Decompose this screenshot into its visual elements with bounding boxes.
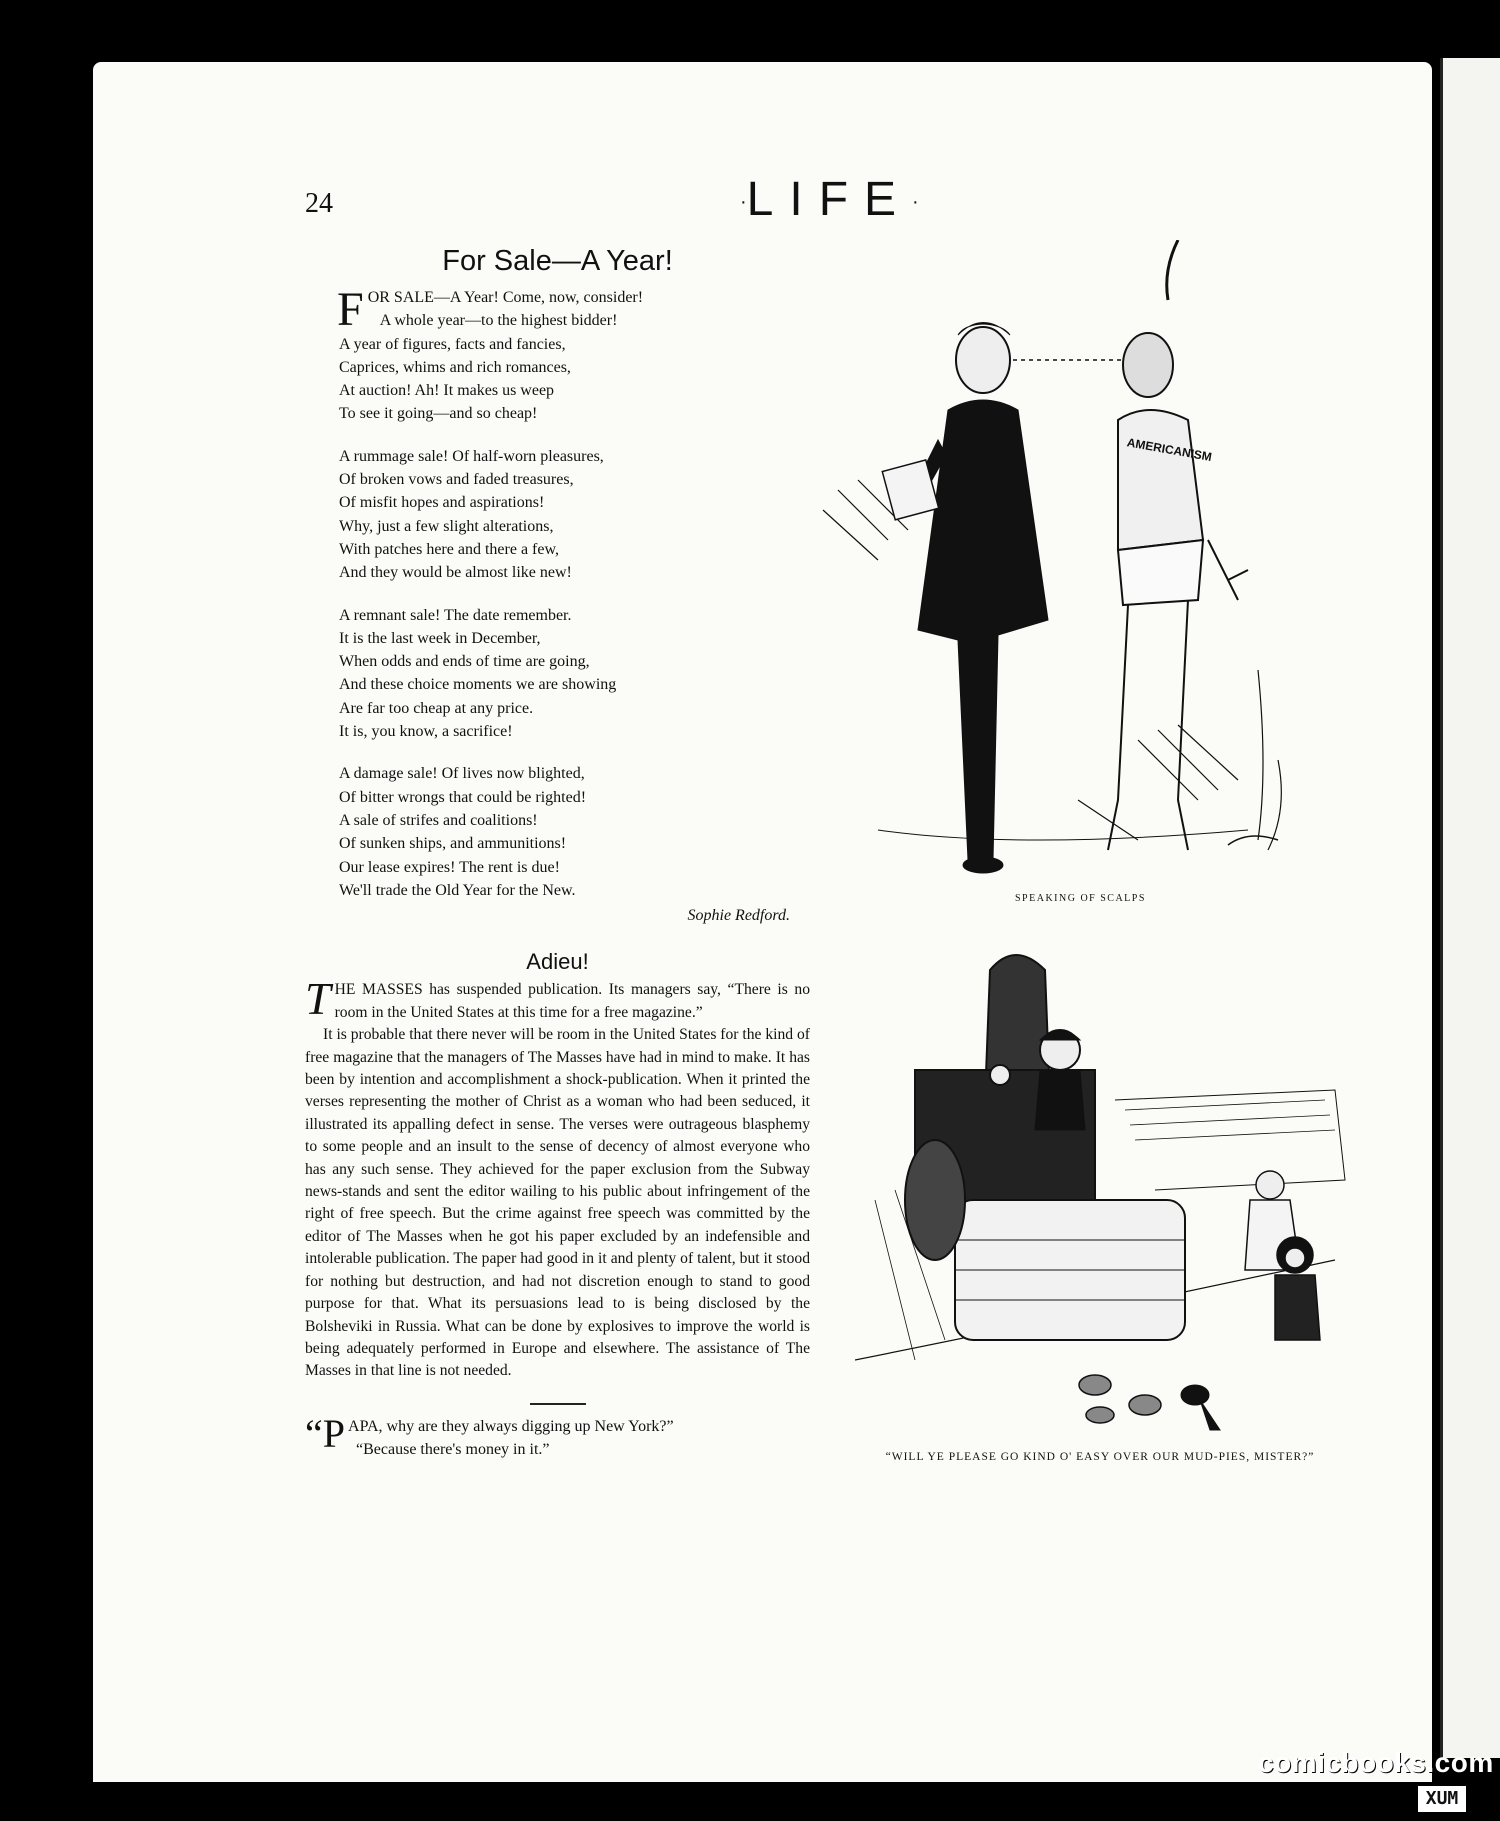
masthead (740, 172, 919, 227)
poem-body (337, 283, 810, 927)
left-column (305, 245, 810, 1461)
poem-line-2: A whole year—to the highest bidder! (379, 312, 618, 330)
cartoon2-caption: “WILL YE PLEASE GO KIND O' EASY OVER OUR MUD-PIES, MISTER?” (885, 1451, 1315, 1463)
cartoon-speaking-of-scalps (818, 240, 1318, 880)
cartoon1-caption: SPEAKING OF SCALPS (1015, 893, 1146, 904)
cartoon-label-americanism: AMERICANISM (1125, 435, 1213, 465)
editorial-body (305, 973, 810, 1382)
poem-line-1: OR SALE—A Year! Come, now, consider! (367, 289, 644, 306)
poem-dropcap: F (337, 283, 364, 336)
dog (1181, 1385, 1220, 1430)
section-divider (530, 1403, 586, 1405)
poem-stanza-3: A remnant sale! The date remember. It is the last week in December, When odds and ends of time are going, And these choice moments we are showing Are far too cheap at any price. It is, you know, a sacrifice! (339, 606, 617, 741)
joke-line-1: APA, why are they always digging up New York?” (348, 1417, 674, 1435)
joke-line-2: “Because there's money in it.” (356, 1440, 550, 1458)
poem-author: Sophie Redford. (687, 907, 790, 925)
watermark-tag: XUM (1418, 1786, 1466, 1812)
cartoon-steamroller (855, 940, 1375, 1440)
mud-pies (1079, 1375, 1161, 1423)
masthead-dot-left: · (740, 190, 747, 213)
joke (305, 1410, 810, 1461)
editorial-para-2: It is probable that there never will be room in the United States for the kind of free magazine that the managers of The Masses have had in mind to make. It has been by intention and accomplishment a shock-publication. When it printed the verses representing the mother of Christ as a woman who had been seduced, it illustrated its appalling defect in sense. The verses were outrageous blasphemy to some people and an insult to the sense of decency of almost everyone who has any such sense. They achieved for the paper exclusion from the Subway news-stands and sent the editor wailing to his public about infringement of the right of free speech. But the crime against free speech was committed by the editor of The Masses when he got his paper excluded by an indefensible and intolerable publication. The paper had good in it and plenty of talent, but it stood for nothing but destruction, and had not discretion enough to stand to good purpose for that. What its persuasions lead to is being disclosed by the Bolsheviki in Russia. What can be done by explosives to improve the world is being adequately performed in Europe and elsewhere. The assistance of The Masses in that line is not needed. (305, 1026, 810, 1380)
editorial-title: Adieu! (526, 949, 589, 975)
watermark-site: comicbooks.com (1258, 1747, 1494, 1778)
poem-stanza-1 (337, 283, 810, 426)
joke-dropcap (305, 1410, 346, 1456)
poem-title: For Sale—A Year! (442, 245, 673, 277)
editorial-para-1-text: HE MASSES has suspended publication. Its managers say, “There is no room in the United States at this time for a free magazine.” (334, 981, 810, 1021)
masthead-dot-right: · (912, 190, 919, 213)
poem-stanza-2: A rummage sale! Of half-worn pleasures, Of broken vows and faded treasures, Of misfit hopes and aspirations! Why, just a few slight alterations, With patches here and there a few, And they would be almost like new! (339, 447, 604, 582)
figure-americanism (1108, 240, 1281, 850)
joke-open-quote: “ (305, 1410, 323, 1456)
figure-suited-man (882, 323, 1048, 874)
next-page-edge (1440, 58, 1500, 1758)
poem-stanza-4: A damage sale! Of lives now blighted, Of bitter wrongs that could be righted! A sale of strifes and coalitions! Of sunken ships, and ammunitions! Our lease expires! The rent is due! We'll trade the Old Year for the New. (339, 765, 587, 899)
children (1245, 1171, 1320, 1340)
editorial-dropcap: T (305, 973, 331, 1025)
steamroller (905, 955, 1185, 1340)
masthead-title: LIFE (746, 173, 913, 226)
editorial-para-1 (305, 973, 810, 1025)
page-number: 24 (305, 188, 333, 219)
joke-dropcap-letter: P (322, 1410, 346, 1456)
poem-stanza-1-rest: A year of figures, facts and fancies, Caprices, whims and rich romances, At auction! Ah! It makes us weep To see it going—and so cheap! (339, 335, 571, 423)
driver (1035, 1030, 1085, 1130)
